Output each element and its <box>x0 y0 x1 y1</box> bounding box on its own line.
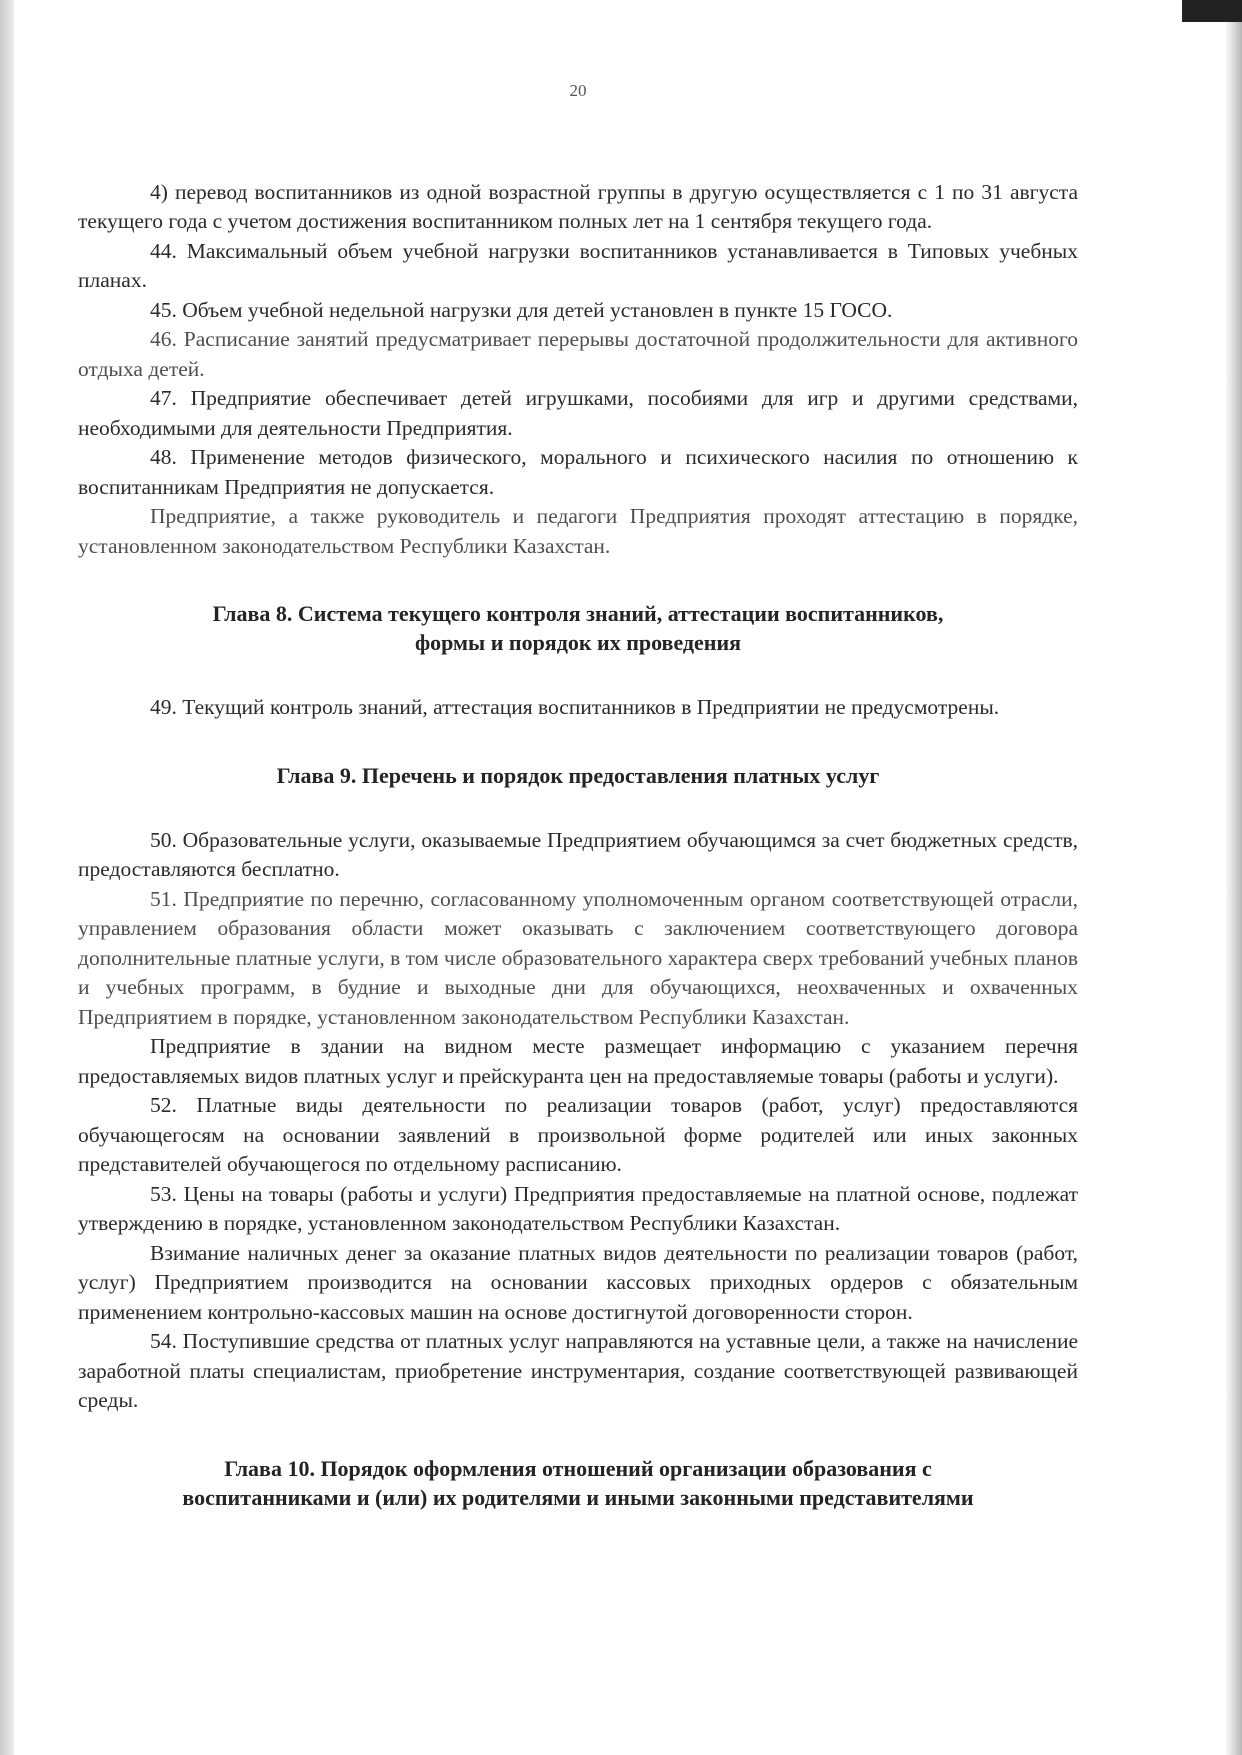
paragraph-price-list: Предприятие в здании на видном месте размещает информацию с указанием перечня предоставляемых видов платных услуг и прейскуранта цен на предоставляемые товары (работы и услуги). <box>78 1034 1078 1088</box>
chapter-9-heading-line-1: Глава 9. Перечень и порядок предоставления платных услуг <box>276 762 880 788</box>
paragraph-50: 50. Образовательные услуги, оказываемые Предприятием обучающимся за счет бюджетных средств, предоставляются бесплатно. <box>78 827 1078 881</box>
document-page <box>78 70 1078 1720</box>
scan-left-edge <box>0 0 14 1755</box>
paragraph-cash: Взимание наличных денег за оказание платных видов деятельности по реализации товаров (работ, услуг) Предприятием производится на основании кассовых приходных ордеров с обязательным применением контрольно-кассовых машин на основе достигнутой договоренности сторон. <box>78 1240 1078 1324</box>
paragraph-52: 52. Платные виды деятельности по реализации товаров (работ, услуг) предоставляются обучающегосям на основании заявлений в произвольной форме родителей или иных законных представителей обучающегося по отдельному расписанию. <box>78 1093 1078 1176</box>
scan-corner-shadow <box>1182 0 1242 22</box>
chapter-8-heading-line-2: формы и порядок их проведения <box>414 630 742 655</box>
paragraph-51: 51. Предприятие по перечню, согласованному уполномоченным органом соответствующей отрасли, управлением образования области может оказывать с заключением соответствующего договора дополнительные платные услуги, в том числе образовательного характера сверх требований учебных планов и учебных программ, в будние и выходные дни для обучающихся, неохваченных и охваченных Предприятием в порядке, установленном законодательством Республики Казахстан. <box>78 886 1078 1029</box>
chapter-10-heading <box>78 1454 1078 1512</box>
paragraph-transfer: 4) перевод воспитанников из одной возрастной группы в другую осуществляется с 1 по 31 августа текущего года с учетом достижения воспитанником полных лет на 1 сентября текущего года. <box>78 179 1078 233</box>
paragraph-46: 46. Расписание занятий предусматривает перерывы достаточной продолжительности для активного отдыха детей. <box>78 327 1078 381</box>
chapter-10-heading-line-2: воспитанниками и (или) их родителями и иными законными представителями <box>182 1484 974 1510</box>
paragraph-44: 44. Максимальный объем учебной нагрузки воспитанников устанавливается в Типовых учебных планах. <box>78 238 1078 292</box>
paragraph-49: 49. Текущий контроль знаний, аттестация воспитанников в Предприятии не предусмотрены. <box>150 695 1000 719</box>
paragraph-47: 47. Предприятие обеспечивает детей игрушками, пособиями для игр и другими средствами, необходимыми для деятельности Предприятия. <box>78 386 1078 440</box>
paragraph-attestation: Предприятие, а также руководитель и педагоги Предприятия проходят аттестацию в порядке, установленном законодательством Республики Казахстан. <box>78 504 1078 558</box>
chapter-10-heading-line-1: Глава 10. Порядок оформления отношений организации образования с <box>224 1455 932 1481</box>
paragraph-45: 45. Объем учебной недельной нагрузки для детей установлен в пункте 15 ГОСО. <box>150 297 893 322</box>
chapter-9-heading <box>78 761 1078 790</box>
paragraph-48: 48. Применение методов физического, морального и психического насилия по отношению к воспитанникам Предприятия не допускается. <box>78 445 1078 499</box>
chapter-8-heading <box>78 599 1078 657</box>
paragraph-54: 54. Поступившие средства от платных услуг направляются на уставные цели, а также на начисление заработной платы специалистам, приобретение инструментария, создание соответствующей развивающей среды. <box>78 1329 1078 1412</box>
page-number: 20 <box>569 81 587 100</box>
paragraph-53: 53. Цены на товары (работы и услуги) Предприятия предоставляемые на платной основе, подлежат утверждению в порядке, установленном законодательством Республики Казахстан. <box>78 1181 1078 1235</box>
scan-right-edge <box>1226 0 1242 1755</box>
chapter-8-heading-line-1: Глава 8. Система текущего контроля знаний, аттестации воспитанников, <box>212 601 944 626</box>
